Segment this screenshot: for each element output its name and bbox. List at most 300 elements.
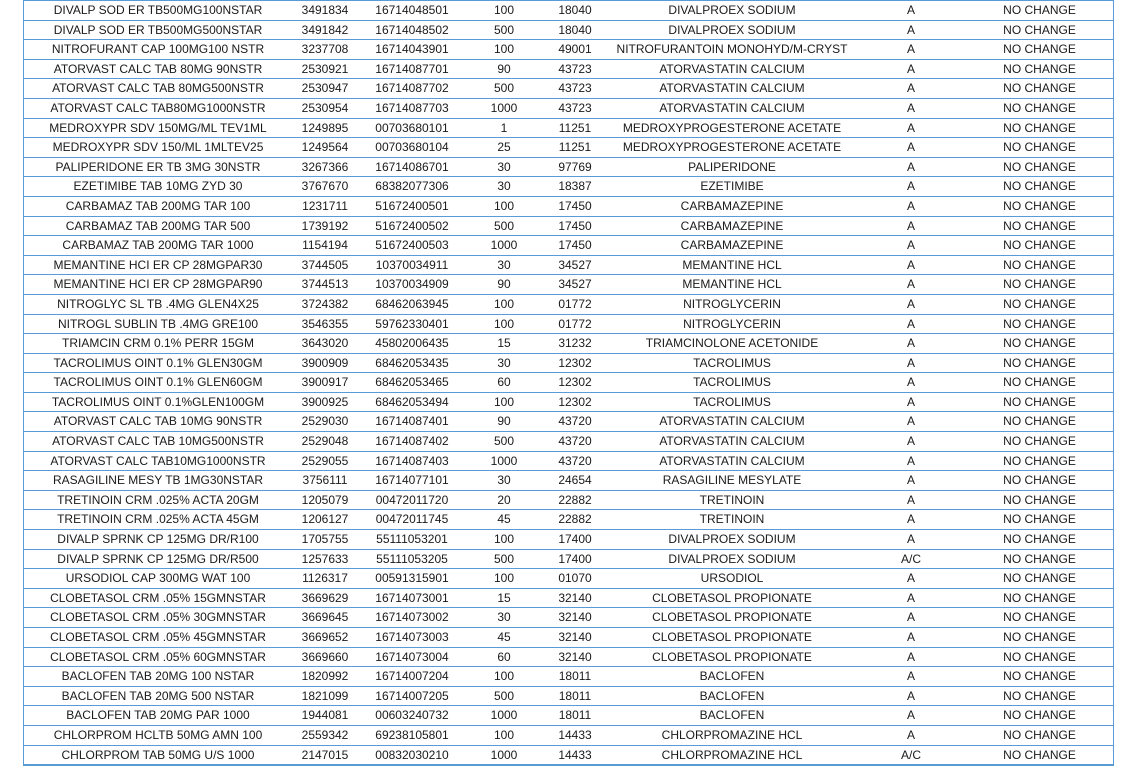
generic-name-cell: NITROGLYCERIN [608,314,856,334]
item-number-cell: 3900917 [292,373,358,393]
generic-name-cell: TRIAMCINOLONE ACETONIDE [608,334,856,354]
package-size-cell: 90 [466,59,542,79]
table-row [24,20,1113,40]
item-number-cell: 3669652 [292,628,358,648]
drug-description-cell: DIVALP SOD ER TB500MG100NSTAR [24,1,292,21]
generic-name-cell: ATORVASTATIN CALCIUM [608,412,856,432]
drug-description-cell: CLOBETASOL CRM .05% 60GMNSTAR [24,647,292,667]
generic-name-cell: CARBAMAZEPINE [608,236,856,256]
ndc-code-cell: 10370034911 [358,255,466,275]
drug-description-cell: ATORVAST CALC TAB 10MG 90NSTR [24,412,292,432]
class-code-cell: 01772 [542,314,608,334]
drug-description-cell: CLOBETASOL CRM .05% 45GMNSTAR [24,628,292,648]
change-status-cell: NO CHANGE [966,530,1113,550]
generic-name-cell: PALIPERIDONE [608,157,856,177]
class-code-cell: 32140 [542,608,608,628]
status-code-cell: A [856,628,966,648]
generic-name-cell: MEMANTINE HCL [608,275,856,295]
change-status-cell: NO CHANGE [966,255,1113,275]
package-size-cell: 30 [466,255,542,275]
generic-name-cell: TACROLIMUS [608,392,856,412]
status-code-cell: A [856,353,966,373]
change-status-cell: NO CHANGE [966,1,1113,21]
status-code-cell: A [856,98,966,118]
class-code-cell: 01772 [542,294,608,314]
generic-name-cell: MEMANTINE HCL [608,255,856,275]
item-number-cell: 2559342 [292,725,358,745]
package-size-cell: 45 [466,628,542,648]
status-code-cell: A [856,490,966,510]
change-status-cell: NO CHANGE [966,490,1113,510]
generic-name-cell: MEDROXYPROGESTERONE ACETATE [608,118,856,138]
item-number-cell: 1126317 [292,569,358,589]
generic-name-cell: ATORVASTATIN CALCIUM [608,432,856,452]
package-size-cell: 100 [466,40,542,60]
generic-name-cell: CHLORPROMAZINE HCL [608,725,856,745]
change-status-cell: NO CHANGE [966,314,1113,334]
change-status-cell: NO CHANGE [966,59,1113,79]
class-code-cell: 17450 [542,196,608,216]
item-number-cell: 1821099 [292,686,358,706]
status-code-cell: A [856,725,966,745]
table-row [24,275,1113,295]
drug-description-cell: ATORVAST CALC TAB 10MG500NSTR [24,432,292,452]
drug-description-cell: BACLOFEN TAB 20MG PAR 1000 [24,706,292,726]
change-status-cell: NO CHANGE [966,177,1113,197]
change-status-cell: NO CHANGE [966,686,1113,706]
ndc-code-cell: 68462053465 [358,373,466,393]
generic-name-cell: ATORVASTATIN CALCIUM [608,79,856,99]
change-status-cell: NO CHANGE [966,471,1113,491]
ndc-code-cell: 16714007205 [358,686,466,706]
class-code-cell: 22882 [542,510,608,530]
status-code-cell: A [856,255,966,275]
class-code-cell: 11251 [542,118,608,138]
drug-description-cell: DIVALP SOD ER TB500MG500NSTAR [24,20,292,40]
drug-description-cell: ATORVAST CALC TAB 80MG 90NSTR [24,59,292,79]
drug-description-cell: TACROLIMUS OINT 0.1%GLEN100GM [24,392,292,412]
drug-description-cell: DIVALP SPRNK CP 125MG DR/R500 [24,549,292,569]
status-code-cell: A [856,647,966,667]
package-size-cell: 500 [466,432,542,452]
package-size-cell: 1000 [466,451,542,471]
generic-name-cell: ATORVASTATIN CALCIUM [608,59,856,79]
change-status-cell: NO CHANGE [966,40,1113,60]
ndc-code-cell: 59762330401 [358,314,466,334]
package-size-cell: 45 [466,510,542,530]
ndc-code-cell: 16714073004 [358,647,466,667]
class-code-cell: 17400 [542,530,608,550]
ndc-code-cell: 00591315901 [358,569,466,589]
generic-name-cell: CLOBETASOL PROPIONATE [608,647,856,667]
status-code-cell: A [856,79,966,99]
ndc-code-cell: 16714048502 [358,20,466,40]
package-size-cell: 100 [466,314,542,334]
status-code-cell: A [856,471,966,491]
item-number-cell: 3267366 [292,157,358,177]
package-size-cell: 100 [466,725,542,745]
item-number-cell: 2530954 [292,98,358,118]
change-status-cell: NO CHANGE [966,549,1113,569]
status-code-cell: A [856,236,966,256]
change-status-cell: NO CHANGE [966,608,1113,628]
ndc-code-cell: 68462053494 [358,392,466,412]
item-number-cell: 3237708 [292,40,358,60]
package-size-cell: 100 [466,530,542,550]
generic-name-cell: DIVALPROEX SODIUM [608,549,856,569]
ndc-code-cell: 51672400502 [358,216,466,236]
drug-description-cell: BACLOFEN TAB 20MG 100 NSTAR [24,667,292,687]
drug-description-cell: MEMANTINE HCI ER CP 28MGPAR90 [24,275,292,295]
change-status-cell: NO CHANGE [966,392,1113,412]
package-size-cell: 100 [466,294,542,314]
ndc-code-cell: 00472011720 [358,490,466,510]
package-size-cell: 20 [466,490,542,510]
ndc-code-cell: 16714073002 [358,608,466,628]
table-row [24,647,1113,667]
package-size-cell: 60 [466,647,542,667]
item-number-cell: 3643020 [292,334,358,354]
package-size-cell: 1000 [466,706,542,726]
package-size-cell: 60 [466,373,542,393]
table-body [24,1,1113,765]
ndc-code-cell: 55111053205 [358,549,466,569]
table-row [24,530,1113,550]
item-number-cell: 1944081 [292,706,358,726]
item-number-cell: 3669629 [292,588,358,608]
package-size-cell: 30 [466,608,542,628]
class-code-cell: 17450 [542,236,608,256]
drug-description-cell: TRIAMCIN CRM 0.1% PERR 15GM [24,334,292,354]
status-code-cell: A [856,608,966,628]
table-row [24,118,1113,138]
ndc-code-cell: 16714087401 [358,412,466,432]
package-size-cell: 100 [466,1,542,21]
change-status-cell: NO CHANGE [966,98,1113,118]
status-code-cell: A [856,40,966,60]
status-code-cell: A [856,412,966,432]
ndc-code-cell: 55111053201 [358,530,466,550]
class-code-cell: 18011 [542,686,608,706]
class-code-cell: 49001 [542,40,608,60]
table-row [24,412,1113,432]
status-code-cell: A [856,216,966,236]
change-status-cell: NO CHANGE [966,236,1113,256]
generic-name-cell: BACLOFEN [608,706,856,726]
generic-name-cell: NITROFURANTOIN MONOHYD/M-CRYST [608,40,856,60]
change-status-cell: NO CHANGE [966,569,1113,589]
table-row [24,236,1113,256]
package-size-cell: 30 [466,353,542,373]
drug-description-cell: NITROFURANT CAP 100MG100 NSTR [24,40,292,60]
table-row [24,373,1113,393]
item-number-cell: 3669645 [292,608,358,628]
generic-name-cell: EZETIMIBE [608,177,856,197]
item-number-cell: 1231711 [292,196,358,216]
class-code-cell: 18387 [542,177,608,197]
generic-name-cell: CHLORPROMAZINE HCL [608,745,856,765]
table-row [24,588,1113,608]
item-number-cell: 3756111 [292,471,358,491]
drug-change-table [24,0,1113,765]
drug-description-cell: NITROGL SUBLIN TB .4MG GRE100 [24,314,292,334]
package-size-cell: 25 [466,138,542,158]
class-code-cell: 43720 [542,451,608,471]
drug-description-cell: MEDROXYPR SDV 150MG/ML TEV1ML [24,118,292,138]
class-code-cell: 17400 [542,549,608,569]
drug-description-cell: TACROLIMUS OINT 0.1% GLEN30GM [24,353,292,373]
package-size-cell: 500 [466,549,542,569]
package-size-cell: 30 [466,157,542,177]
generic-name-cell: DIVALPROEX SODIUM [608,1,856,21]
status-code-cell: A [856,314,966,334]
ndc-code-cell: 16714073001 [358,588,466,608]
status-code-cell: A [856,1,966,21]
status-code-cell: A [856,373,966,393]
table-row [24,569,1113,589]
ndc-code-cell: 16714087701 [358,59,466,79]
drug-description-cell: CHLORPROM TAB 50MG U/S 1000 [24,745,292,765]
table-row [24,98,1113,118]
ndc-code-cell: 00832030210 [358,745,466,765]
ndc-code-cell: 16714086701 [358,157,466,177]
class-code-cell: 17450 [542,216,608,236]
generic-name-cell: CLOBETASOL PROPIONATE [608,608,856,628]
generic-name-cell: NITROGLYCERIN [608,294,856,314]
class-code-cell: 12302 [542,392,608,412]
class-code-cell: 01070 [542,569,608,589]
drug-description-cell: CARBAMAZ TAB 200MG TAR 500 [24,216,292,236]
class-code-cell: 43723 [542,98,608,118]
drug-description-cell: TACROLIMUS OINT 0.1% GLEN60GM [24,373,292,393]
ndc-code-cell: 00603240732 [358,706,466,726]
drug-description-cell: TRETINOIN CRM .025% ACTA 20GM [24,490,292,510]
class-code-cell: 43720 [542,432,608,452]
table-row [24,196,1113,216]
drug-description-cell: ATORVAST CALC TAB 80MG500NSTR [24,79,292,99]
status-code-cell: A [856,275,966,295]
table-row [24,157,1113,177]
item-number-cell: 2147015 [292,745,358,765]
class-code-cell: 18040 [542,1,608,21]
ndc-code-cell: 68462063945 [358,294,466,314]
change-status-cell: NO CHANGE [966,216,1113,236]
table-row [24,471,1113,491]
status-code-cell: A [856,118,966,138]
generic-name-cell: TACROLIMUS [608,373,856,393]
drug-description-cell: CLOBETASOL CRM .05% 30GMNSTAR [24,608,292,628]
drug-change-table-sheet [23,0,1114,766]
generic-name-cell: ATORVASTATIN CALCIUM [608,451,856,471]
table-row [24,59,1113,79]
change-status-cell: NO CHANGE [966,275,1113,295]
table-row [24,490,1113,510]
change-status-cell: NO CHANGE [966,588,1113,608]
item-number-cell: 3767670 [292,177,358,197]
table-row [24,628,1113,648]
drug-description-cell: EZETIMIBE TAB 10MG ZYD 30 [24,177,292,197]
drug-description-cell: CLOBETASOL CRM .05% 15GMNSTAR [24,588,292,608]
table-row [24,451,1113,471]
table-row [24,79,1113,99]
status-code-cell: A [856,138,966,158]
status-code-cell: A [856,59,966,79]
drug-description-cell: MEDROXYPR SDV 150/ML 1MLTEV25 [24,138,292,158]
package-size-cell: 500 [466,216,542,236]
generic-name-cell: URSODIOL [608,569,856,589]
package-size-cell: 1 [466,118,542,138]
drug-description-cell: TRETINOIN CRM .025% ACTA 45GM [24,510,292,530]
ndc-code-cell: 51672400503 [358,236,466,256]
item-number-cell: 2530921 [292,59,358,79]
class-code-cell: 14433 [542,745,608,765]
ndc-code-cell: 16714087402 [358,432,466,452]
ndc-code-cell: 16714043901 [358,40,466,60]
status-code-cell: A [856,530,966,550]
change-status-cell: NO CHANGE [966,745,1113,765]
class-code-cell: 11251 [542,138,608,158]
package-size-cell: 1000 [466,98,542,118]
generic-name-cell: TRETINOIN [608,490,856,510]
class-code-cell: 22882 [542,490,608,510]
package-size-cell: 500 [466,79,542,99]
status-code-cell: A [856,686,966,706]
table-row [24,334,1113,354]
table-row [24,255,1113,275]
package-size-cell: 500 [466,20,542,40]
class-code-cell: 18011 [542,667,608,687]
generic-name-cell: BACLOFEN [608,667,856,687]
generic-name-cell: CLOBETASOL PROPIONATE [608,628,856,648]
generic-name-cell: CARBAMAZEPINE [608,216,856,236]
class-code-cell: 31232 [542,334,608,354]
class-code-cell: 43720 [542,412,608,432]
change-status-cell: NO CHANGE [966,628,1113,648]
table-row [24,432,1113,452]
ndc-code-cell: 16714087703 [358,98,466,118]
ndc-code-cell: 00472011745 [358,510,466,530]
table-row [24,510,1113,530]
item-number-cell: 3546355 [292,314,358,334]
table-row [24,1,1113,21]
drug-description-cell: ATORVAST CALC TAB10MG1000NSTR [24,451,292,471]
package-size-cell: 1000 [466,745,542,765]
ndc-code-cell: 16714087702 [358,79,466,99]
drug-description-cell: CHLORPROM HCLTB 50MG AMN 100 [24,725,292,745]
generic-name-cell: TACROLIMUS [608,353,856,373]
change-status-cell: NO CHANGE [966,138,1113,158]
drug-description-cell: PALIPERIDONE ER TB 3MG 30NSTR [24,157,292,177]
status-code-cell: A [856,196,966,216]
item-number-cell: 1257633 [292,549,358,569]
class-code-cell: 18011 [542,706,608,726]
status-code-cell: A [856,569,966,589]
class-code-cell: 12302 [542,373,608,393]
class-code-cell: 18040 [542,20,608,40]
table-row [24,745,1113,765]
table-row [24,549,1113,569]
generic-name-cell: CLOBETASOL PROPIONATE [608,588,856,608]
ndc-code-cell: 00703680101 [358,118,466,138]
status-code-cell: A [856,451,966,471]
package-size-cell: 90 [466,412,542,432]
table-row [24,725,1113,745]
drug-description-cell: DIVALP SPRNK CP 125MG DR/R100 [24,530,292,550]
status-code-cell: A [856,294,966,314]
package-size-cell: 500 [466,686,542,706]
item-number-cell: 3900909 [292,353,358,373]
item-number-cell: 3900925 [292,392,358,412]
item-number-cell: 1249564 [292,138,358,158]
class-code-cell: 43723 [542,79,608,99]
change-status-cell: NO CHANGE [966,20,1113,40]
item-number-cell: 2529030 [292,412,358,432]
item-number-cell: 2529048 [292,432,358,452]
drug-description-cell: BACLOFEN TAB 20MG 500 NSTAR [24,686,292,706]
status-code-cell: A [856,334,966,354]
table-row [24,138,1113,158]
change-status-cell: NO CHANGE [966,118,1113,138]
package-size-cell: 100 [466,667,542,687]
generic-name-cell: ATORVASTATIN CALCIUM [608,98,856,118]
ndc-code-cell: 16714077101 [358,471,466,491]
status-code-cell: A [856,510,966,530]
item-number-cell: 3744505 [292,255,358,275]
ndc-code-cell: 00703680104 [358,138,466,158]
ndc-code-cell: 51672400501 [358,196,466,216]
status-code-cell: A/C [856,745,966,765]
item-number-cell: 2530947 [292,79,358,99]
class-code-cell: 34527 [542,255,608,275]
item-number-cell: 1205079 [292,490,358,510]
table-row [24,294,1113,314]
table-row [24,177,1113,197]
generic-name-cell: DIVALPROEX SODIUM [608,530,856,550]
class-code-cell: 32140 [542,588,608,608]
change-status-cell: NO CHANGE [966,294,1113,314]
change-status-cell: NO CHANGE [966,196,1113,216]
item-number-cell: 2529055 [292,451,358,471]
change-status-cell: NO CHANGE [966,157,1113,177]
item-number-cell: 3724382 [292,294,358,314]
class-code-cell: 32140 [542,628,608,648]
item-number-cell: 1206127 [292,510,358,530]
package-size-cell: 100 [466,392,542,412]
drug-description-cell: NITROGLYC SL TB .4MG GLEN4X25 [24,294,292,314]
ndc-code-cell: 16714073003 [358,628,466,648]
status-code-cell: A [856,588,966,608]
generic-name-cell: MEDROXYPROGESTERONE ACETATE [608,138,856,158]
table-row [24,686,1113,706]
package-size-cell: 90 [466,275,542,295]
class-code-cell: 34527 [542,275,608,295]
ndc-code-cell: 16714087403 [358,451,466,471]
table-row [24,216,1113,236]
status-code-cell: A [856,392,966,412]
change-status-cell: NO CHANGE [966,451,1113,471]
change-status-cell: NO CHANGE [966,667,1113,687]
class-code-cell: 43723 [542,59,608,79]
table-row [24,608,1113,628]
generic-name-cell: DIVALPROEX SODIUM [608,20,856,40]
change-status-cell: NO CHANGE [966,353,1113,373]
drug-description-cell: RASAGILINE MESY TB 1MG30NSTAR [24,471,292,491]
package-size-cell: 15 [466,334,542,354]
class-code-cell: 14433 [542,725,608,745]
drug-description-cell: URSODIOL CAP 300MG WAT 100 [24,569,292,589]
item-number-cell: 1739192 [292,216,358,236]
table-row [24,353,1113,373]
